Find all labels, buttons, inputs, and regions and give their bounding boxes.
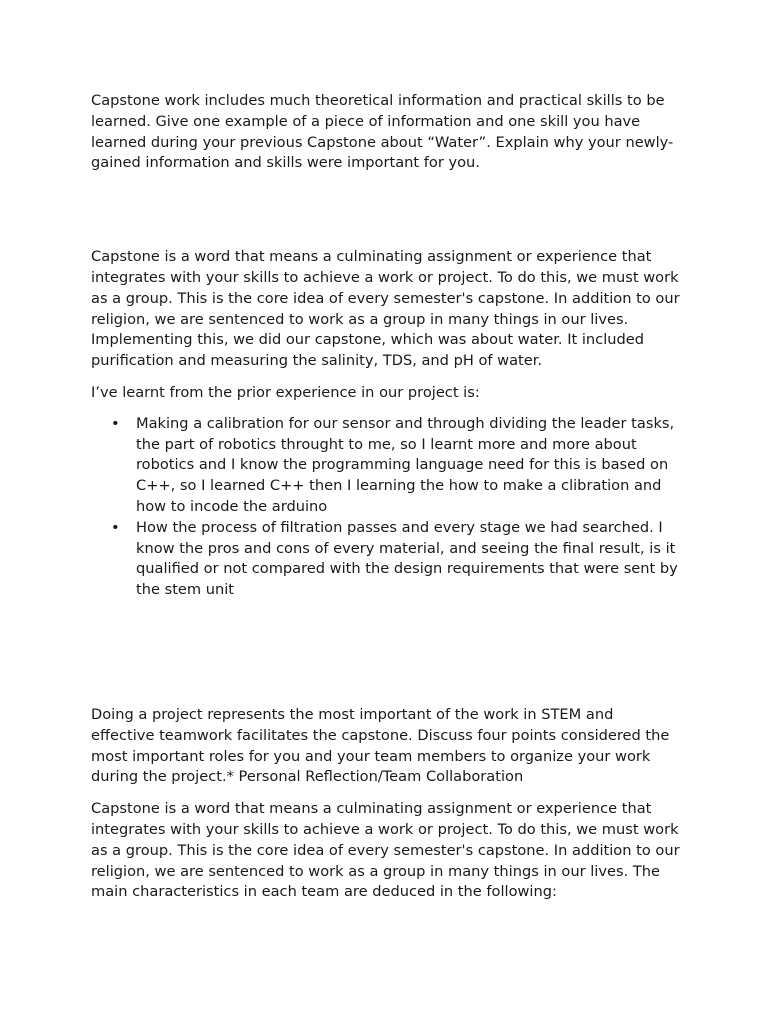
learned-bullet-list xyxy=(91,414,681,601)
bullet-icon: • xyxy=(111,414,120,432)
bullet-icon: • xyxy=(111,518,120,536)
question-2-paragraph: Doing a project represents the most important of the work in STEM and effective teamwork facilitates the capstone. Discuss four points considered the most important roles for you and your team members to organize your work during the project.* Personal Reflection/Team Collaboration xyxy=(91,705,670,786)
document-page xyxy=(91,91,681,903)
answer-1-paragraph: Capstone is a word that means a culminating assignment or experience that integrates with your skills to achieve a work or project. To do this, we must work as a group. This is the core idea of every semester's capstone. In addition to our religion, we are sentenced to work as a group in many things in our lives. Implementing this, we did our capstone, which was about water. It included purification and measuring the salinity, TDS, and pH of water. xyxy=(91,248,680,370)
bullet-text-1: Making a calibration for our sensor and through dividing the leader tasks, the part of robotics throught to me, so I learnt more and more about robotics and I know the programming language need for this is based on C++, so I learned C++ then I learning the how to make a clibration and how to incode the arduino xyxy=(136,414,675,515)
answer-2-paragraph: Capstone is a word that means a culminating assignment or experience that integrates with your skills to achieve a work or project. To do this, we must work as a group. This is the core idea of every semester's capstone. In addition to our religion, we are sentenced to work as a group in many things in our lives. The main characteristics in each team are deduced in the following: xyxy=(91,800,680,901)
question-1-paragraph: Capstone work includes much theoretical information and practical skills to be learned. Give one example of a piece of information and one skill you have learned during your previous Capstone about “Water”. Explain why your newly-gained information and skills were important for you. xyxy=(91,92,674,172)
bullet-text-2: How the process of filtration passes and every stage we had searched. I know the pros and cons of every material, and seeing the final result, is it qualified or not compared with the design requirements that were sent by the stem unit xyxy=(136,518,678,599)
list-item xyxy=(91,518,681,601)
list-item xyxy=(91,414,681,518)
learned-intro-paragraph: I’ve learnt from the prior experience in our project is: xyxy=(91,383,480,401)
